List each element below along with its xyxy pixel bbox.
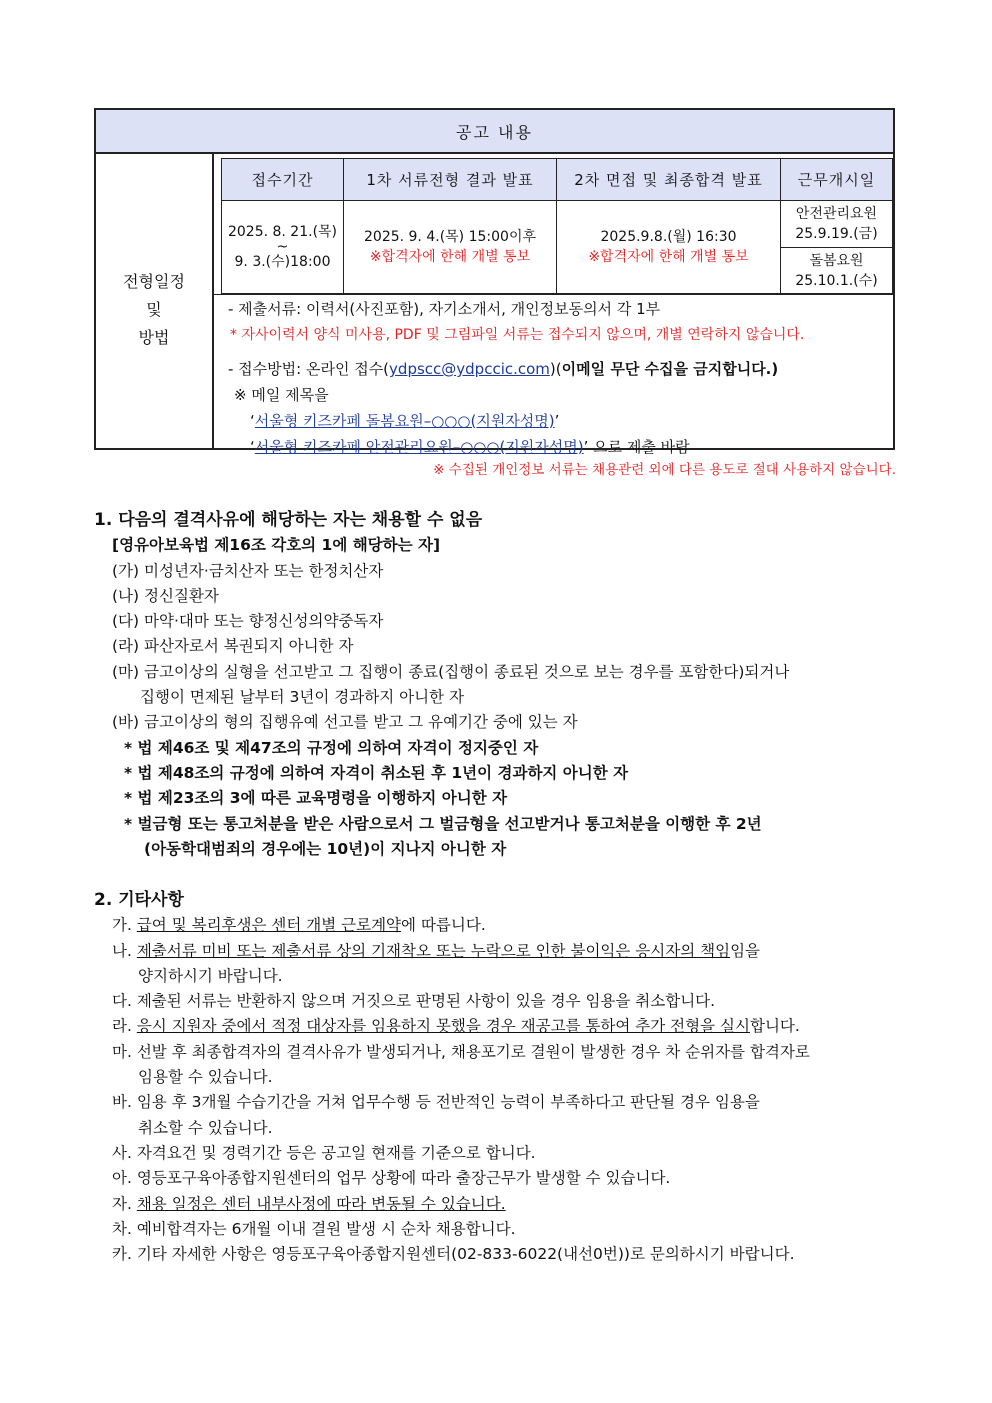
list-item [94,913,810,938]
row-label-line: 및 [146,300,162,319]
list-item: (다) 마약·대마 또는 향정신성의약중독자 [112,612,384,631]
notice-title: 공고 내용 [96,110,893,154]
list-item: 다. 제출된 서류는 반환하지 않으며 거짓으로 판명된 사항이 있을 경우 임용을 취소합니다. [112,992,716,1011]
second-result-date [557,201,780,293]
subject-tail: ’ 으로 제출 바람 [583,438,690,456]
care-role: 돌봄요원 [809,252,864,269]
apply-warning: 이메일 무단 수집을 금지합니다.) [561,360,779,378]
apply-prefix: - 접수방법: 온라인 접수( [228,360,390,378]
list-item: 아. 영등포구육아종합지원센터의 업무 상황에 따라 출장근무가 발생할 수 있습니다. [112,1169,671,1188]
docs-line: - 제출서류: 이력서(사진포함), 자기소개서, 개인정보동의서 각 1부 [228,300,661,318]
item-prefix: 나. [112,941,137,960]
start-date-care [781,248,892,293]
subject-safety [224,434,887,460]
item-underlined: 응시 지원자 중에서 적정 대상자를 임용하지 못했을 경우 재공고를 통하여 추가 전형을 실시 [136,1017,750,1036]
apply-mid: )( [549,360,562,378]
list-item: (나) 정신질환자 [112,586,219,605]
item-tail: 합니다. [749,1017,800,1036]
start-date-safety [781,201,892,248]
item-prefix: 자. [112,1194,137,1213]
list-item [94,1192,810,1217]
email-link[interactable]: ydpscc@ydpccic.com [389,360,550,378]
application-method [224,296,887,460]
list-item-cont: 양지하시기 바랍니다. [138,966,283,985]
section-other [94,888,810,1267]
reception-start: 2025. 8. 21.(목) [227,224,338,240]
section2-title: 2. 기타사항 [94,890,184,910]
notice-box [94,108,895,456]
quote-open: ‘ [250,412,255,430]
reception-end: 9. 3.(수)18:00 [234,254,331,270]
start-date-header: 근무개시일 [781,159,892,201]
quote-open: ‘ [250,438,255,456]
list-item: 마. 선발 후 최종합격자의 결격사유가 발생되거나, 채용포기로 결원이 발생한 경우 차 순위자를 합격자로 [112,1042,810,1061]
second-result-note: ※합격자에 한해 개별 통보 [588,249,749,265]
section1-title: 1. 다음의 결격사유에 해당하는 자는 채용할 수 없음 [94,510,483,530]
list-item: 차. 예비합격자는 6개월 이내 결원 발생 시 순차 채용합니다. [112,1219,516,1238]
first-result-main: 2025. 9. 4.(목) 15:00이후 [364,229,536,245]
subject-care [224,408,887,434]
item-prefix: 가. [112,916,137,935]
first-result-date [344,201,556,293]
care-date: 25.10.1.(수) [795,272,878,289]
star-item: * 법 제23조의 3에 따른 교육명령을 이행하지 아니한 자 [124,789,508,808]
reception-period [222,201,343,293]
item-underlined: 채용 일정은 센터 내부사정에 따라 변동될 수 있습니다. [136,1194,506,1213]
list-item [94,1014,810,1039]
list-item-cont: 취소할 수 있습니다. [138,1118,273,1137]
method-divider [214,294,893,295]
subject-care-text: 서울형 키즈카페 돌봄요원–○○○(지원자성명) [254,412,555,430]
first-result-header: 1차 서류전형 결과 발표 [344,159,556,201]
reception-header: 접수기간 [222,159,343,201]
list-item-cont: 집행이 면제된 날부터 3년이 경과하지 아니한 자 [140,688,464,707]
start-date-column [781,159,892,293]
second-result-column [557,159,781,293]
first-result-note: ※합격자에 한해 개별 통보 [369,249,531,265]
item-prefix: 라. [112,1017,137,1036]
star-item: * 벌금형 또는 통고처분을 받은 사람으로서 그 벌금형을 선고받거나 통고처분을 이행한 후 2년 [124,814,762,833]
list-item [94,939,810,964]
reception-column [222,159,344,293]
row-label [96,152,214,448]
subject-label: ※ 메일 제목을 [234,386,329,404]
section1-subtitle: [영유아보육법 제16조 각호의 1에 해당하는 자] [112,536,441,555]
star-item: * 법 제48조의 규정에 의하여 자격이 취소된 후 1년이 경과하지 아니한 자 [124,763,629,782]
quote-close: ’ [554,412,560,430]
section-disqualifications [94,508,789,862]
item-tail: 임을 [730,941,761,960]
subject-safety-text: 서울형 키즈카페 안전관리요원–○○○(지원자성명) [254,438,584,456]
item-underlined: 급여 및 복리후생은 센터 개별 근로계약 [136,916,402,935]
row-label-line: 방법 [138,328,170,347]
star-item: * 법 제46조 및 제47조의 규정에 의하여 자격이 정지중인 자 [124,738,539,757]
list-item: 카. 기타 자세한 사항은 영등포구육아종합지원센터(02-833-6022(내선0번))로 문의하시기 바랍니다. [112,1245,795,1264]
list-item: (라) 파산자로서 복권되지 아니한 자 [112,637,354,656]
list-item: (바) 금고이상의 형의 집행유예 선고를 받고 그 유예기간 중에 있는 자 [112,713,578,732]
item-underlined: 제출서류 미비 또는 제출서류 상의 기재착오 또는 누락으로 인한 불이익은 응시자의 책임 [136,941,731,960]
list-item-cont: 임용할 수 있습니다. [138,1068,273,1087]
second-result-header: 2차 면접 및 최종합격 발표 [557,159,780,201]
reception-tilde: ~ [276,239,289,255]
star-item-cont: (아동학대범죄의 경우에는 10년)이 지나지 아니한 자 [144,839,507,858]
list-item: (가) 미성년자·금치산자 또는 한정치산자 [112,561,384,580]
second-result-main: 2025.9.8.(월) 16:30 [600,229,737,245]
row-label-line: 전형일정 [123,272,185,291]
safety-role: 안전관리요원 [795,206,878,222]
list-item: (마) 금고이상의 실형을 선고받고 그 집행이 종료(집행이 종료된 것으로 보는 경우를 포함한다)되거나 [112,662,790,681]
privacy-note: ※ 수집된 개인정보 서류는 채용관련 외에 다른 용도로 절대 사용하지 않습니다. [433,462,896,478]
apply-line [224,356,887,382]
list-item: 사. 자격요건 및 경력기간 등은 공고일 현재를 기준으로 합니다. [112,1143,536,1162]
item-tail: 에 따릅니다. [401,916,486,935]
safety-date: 25.9.19.(금) [795,226,878,242]
list-item: 바. 임용 후 3개월 수습기간을 거쳐 업무수행 등 전반적인 능력이 부족하다고 판단될 경우 임용을 [112,1093,760,1112]
schedule-table [221,158,893,294]
first-result-column [344,159,557,293]
docs-note: * 자사이력서 양식 미사용, PDF 및 그림파일 서류는 접수되지 않으며, 개별 연락하지 않습니다. [230,327,805,343]
